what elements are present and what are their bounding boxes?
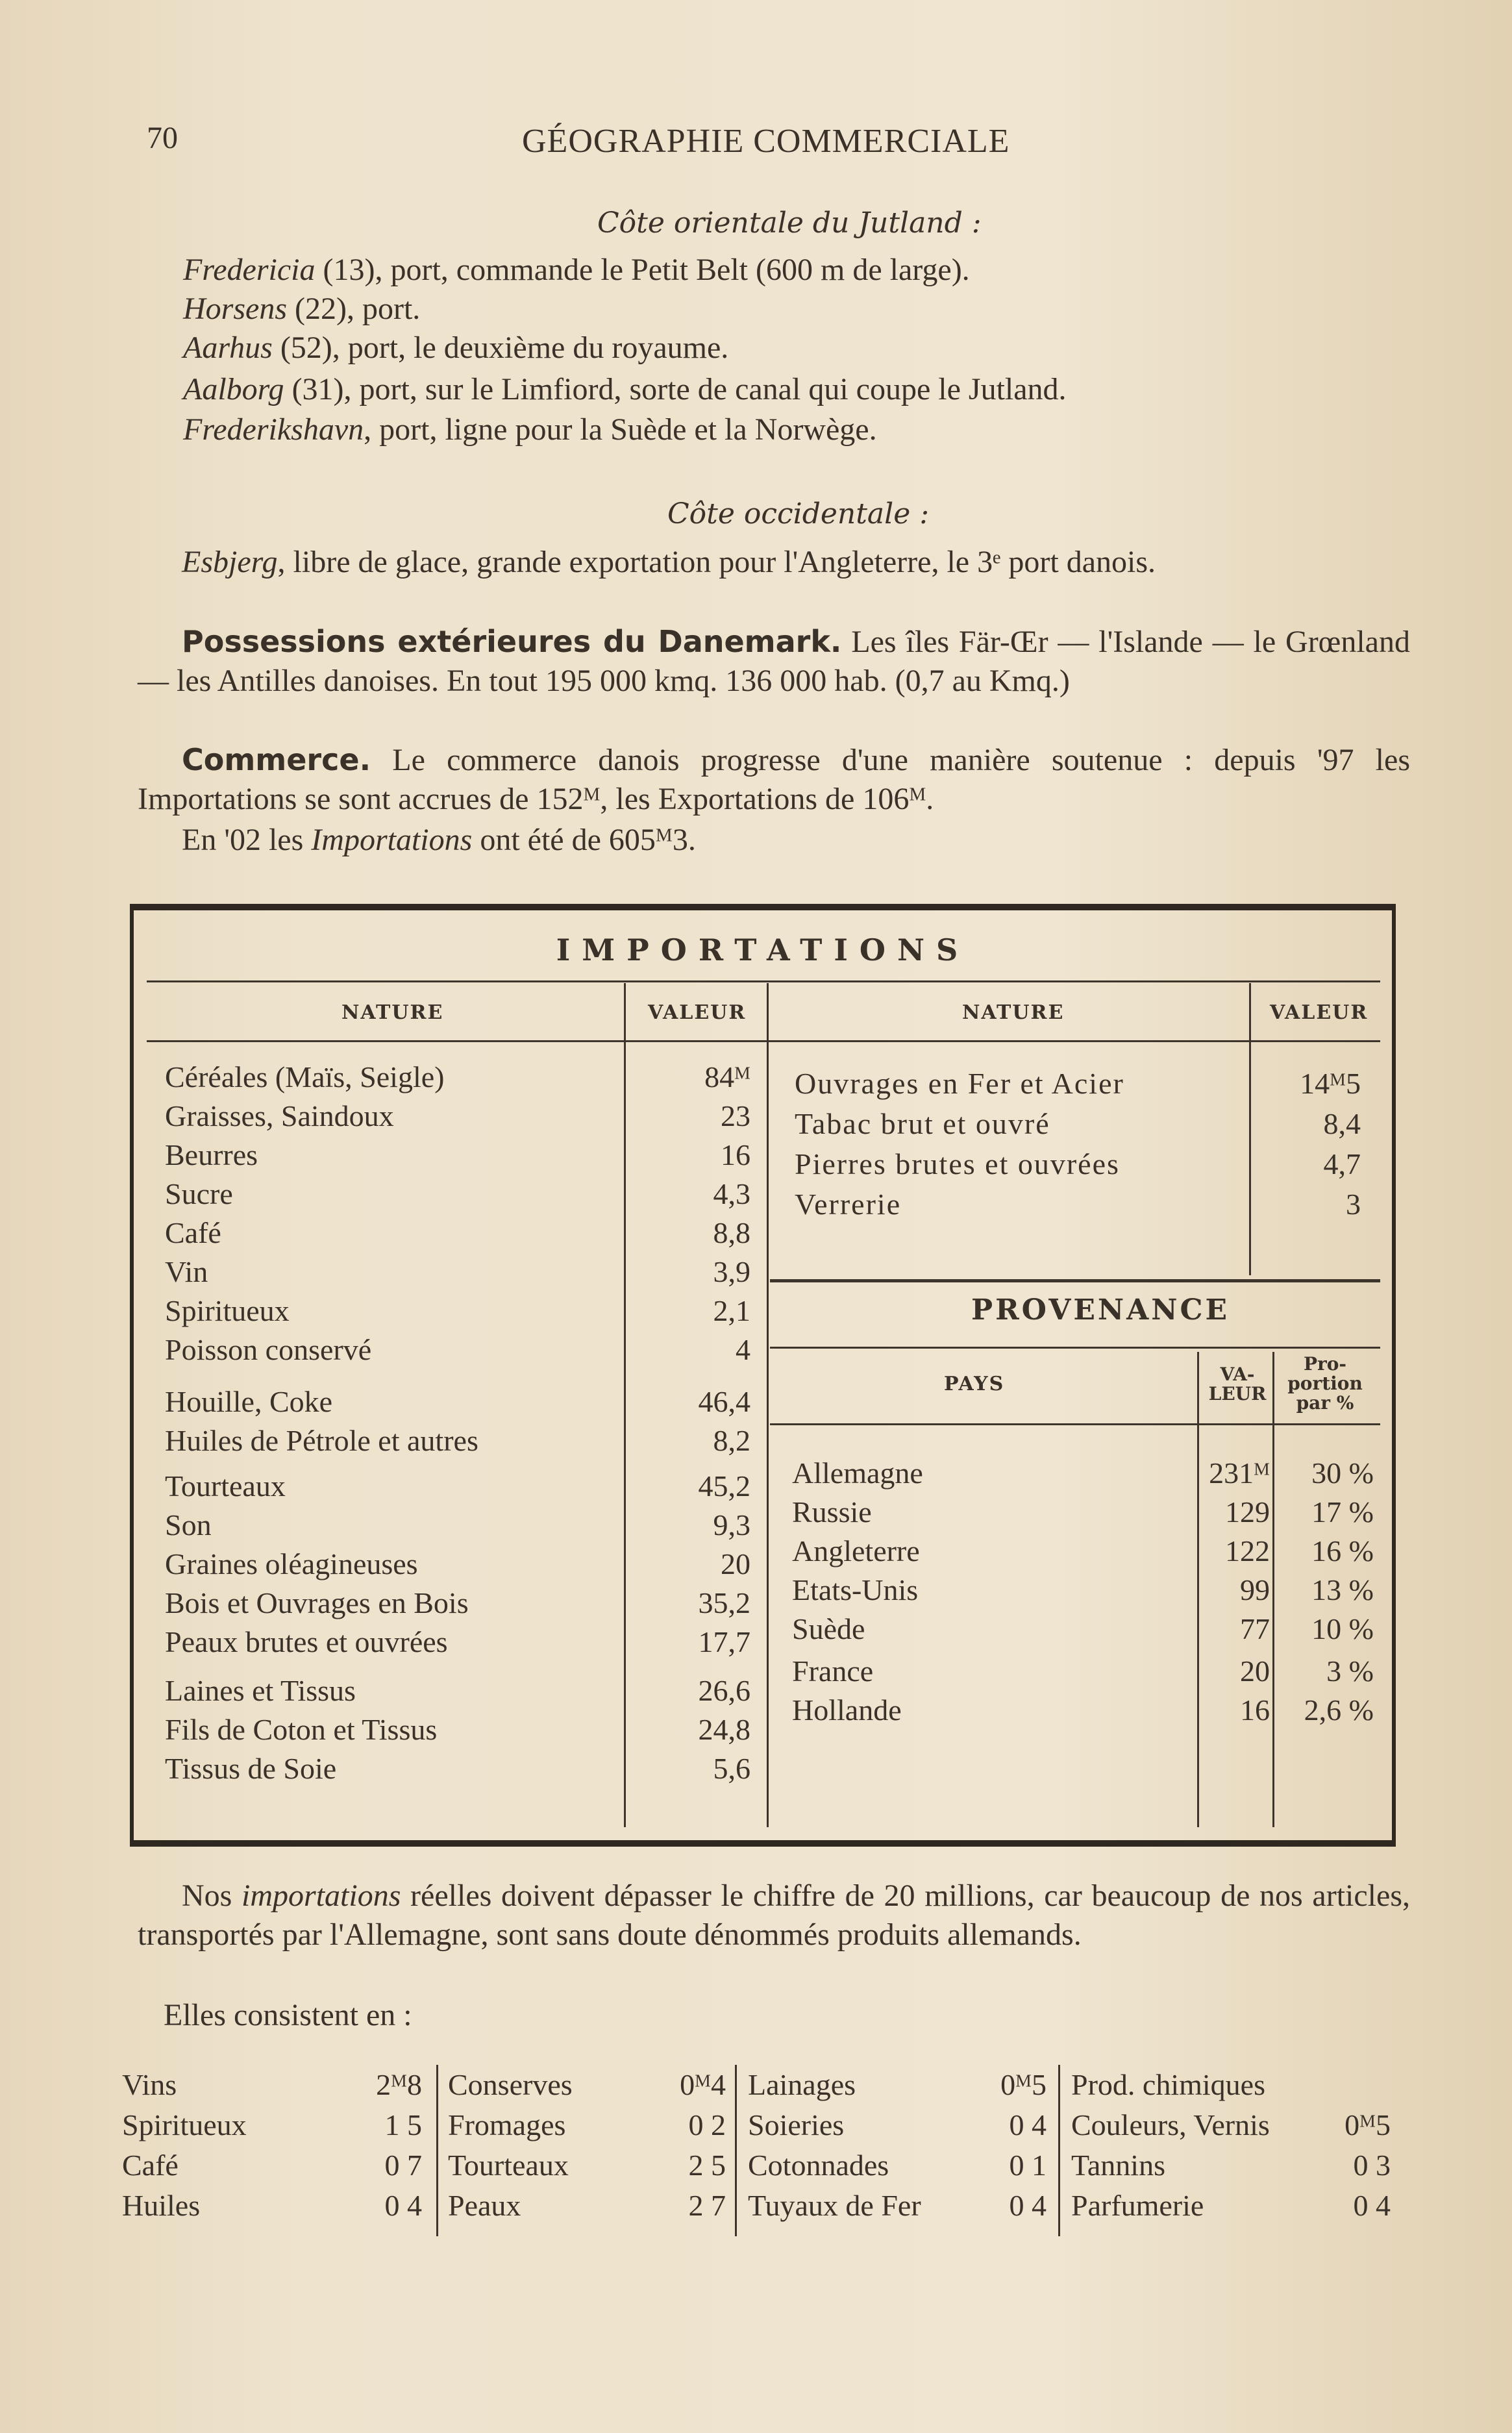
import-valeur: 3,9 [713, 1255, 750, 1288]
page-number: 70 [147, 121, 178, 155]
entry-name: Frederikshavn [183, 412, 364, 447]
consist-item: Cotonnades [748, 2149, 889, 2182]
import-valeur: 46,4 [698, 1385, 750, 1418]
provenance-valeur: 99 [1240, 1573, 1270, 1606]
import-nature-right: Tabac brut et ouvré [795, 1107, 1050, 1140]
consist-value: 0 3 [1353, 2149, 1391, 2182]
import-valeur: 9,3 [713, 1508, 750, 1541]
import-nature: Huiles de Pétrole et autres [165, 1424, 478, 1457]
import-nature: Beurres [165, 1138, 258, 1171]
provenance-proportion: 3 % [1326, 1654, 1374, 1688]
consist-value: 0 4 [384, 2189, 422, 2222]
import-nature: Fils de Coton et Tissus [165, 1713, 438, 1746]
col-prov-proportion: Pro-portion par % [1287, 1353, 1363, 1414]
entry-name: Aalborg [183, 372, 284, 406]
import-valeur-right: 4,7 [1323, 1147, 1361, 1180]
consist-item: Soieries [748, 2108, 845, 2141]
provenance-pays: Angleterre [792, 1534, 920, 1567]
provenance-proportion: 10 % [1311, 1612, 1374, 1645]
import-nature: Sucre [165, 1177, 233, 1210]
entry-horsens [183, 291, 420, 327]
import-nature-right: Ouvrages en Fer et Acier [795, 1067, 1124, 1100]
consist-item: Tuyaux de Fer [748, 2189, 921, 2222]
entry-text: (52), port, le deuxième du royaume. [272, 331, 729, 365]
import-valeur: 4 [736, 1333, 750, 1366]
consist-value: 0 7 [384, 2149, 422, 2182]
import-nature: Spiritueux [165, 1294, 290, 1327]
after-table-paragraph: Nos importations réelles doivent dépasser le chiffre de 20 millions, car beaucoup de nos articles, transportés par l'Allemagne, sont sans doute dénommés produits allemands. [138, 1878, 1410, 1952]
consist-item: Conserves [448, 2068, 573, 2101]
consist-item: Café [122, 2149, 179, 2182]
provenance-pays: Suède [792, 1612, 865, 1645]
import-nature: Graines oléagineuses [165, 1547, 418, 1580]
entry-text: , libre de glace, grande exportation pour l'Angleterre, le 3ᵉ port danois. [277, 545, 1156, 579]
consist-value: 0 1 [1009, 2149, 1047, 2182]
provenance-pays: Hollande [792, 1693, 902, 1727]
commerce-text: Le commerce danois progresse d'une manière soutenue : depuis '97 les Importations se sont accrues de 152ᴹ, les Exportations de 106ᴹ. [138, 743, 1410, 816]
import-nature: Laines et Tissus [165, 1674, 356, 1707]
import-nature: Poisson conservé [165, 1333, 372, 1366]
import-valeur: 5,6 [713, 1752, 750, 1785]
entry-text: (22), port. [287, 292, 421, 326]
entry-text: (31), port, sur le Limfiord, sorte de canal qui coupe le Jutland. [284, 372, 1067, 406]
consist-item: Spiritueux [122, 2108, 247, 2141]
entry-text: , port, ligne pour la Suède et la Norwège. [364, 412, 877, 447]
import-valeur-right: 14ᴹ5 [1300, 1067, 1361, 1100]
entry-name: Aarhus [183, 331, 273, 365]
consist-item: Tourteaux [448, 2149, 569, 2182]
entry-aalborg [183, 371, 1067, 407]
consist-value: 2 7 [688, 2189, 726, 2222]
col-valeur-left: VALEUR [648, 1001, 747, 1024]
import-valeur: 16 [721, 1138, 750, 1171]
consist-item: Prod. chimiques [1071, 2068, 1265, 2101]
import-nature: Peaux brutes et ouvrées [165, 1625, 448, 1658]
entry-fredericia [183, 252, 970, 288]
import-valeur: 17,7 [698, 1625, 750, 1658]
consist-intro: Elles consistent en : [164, 1998, 412, 2032]
provenance-pays: France [792, 1654, 874, 1688]
import-nature: Bois et Ouvrages en Bois [165, 1586, 469, 1619]
col-pays: PAYS [944, 1373, 1005, 1395]
consist-value: 0 4 [1353, 2189, 1391, 2222]
consist-value: 0ᴹ5 [1345, 2108, 1391, 2141]
possessions-paragraph [138, 622, 1410, 701]
consist-value: 0 2 [688, 2108, 726, 2141]
consist-value: 2 5 [688, 2149, 726, 2182]
import-valeur: 84ᴹ [704, 1060, 750, 1093]
col-valeur-right: VALEUR [1270, 1001, 1369, 1024]
possessions-text: Les îles Fär-Œr — l'Islande — le Grœnland — les Antilles danoises. En tout 195 000 kmq. 136 000 hab. (0,7 au Kmq.) [138, 625, 1410, 698]
import-valeur: 23 [721, 1099, 750, 1132]
consist-value: 2ᴹ8 [376, 2068, 422, 2101]
consist-item: Vins [122, 2068, 177, 2101]
entry-name: Horsens [183, 292, 288, 326]
consist-item: Parfumerie [1071, 2189, 1204, 2222]
col-nature-left: NATURE [341, 1001, 444, 1024]
col-prov-valeur: VA-LEUR [1208, 1364, 1267, 1404]
import-valeur: 2,1 [713, 1294, 750, 1327]
commerce-title: Commerce. [182, 742, 371, 777]
import-nature-right: Verrerie [795, 1188, 902, 1221]
provenance-proportion: 17 % [1311, 1495, 1374, 1528]
import-nature: Café [165, 1216, 221, 1249]
import-nature: Céréales (Maïs, Seigle) [165, 1060, 445, 1093]
provenance-valeur: 77 [1240, 1612, 1270, 1645]
provenance-valeur: 16 [1240, 1693, 1270, 1727]
consist-item: Fromages [448, 2108, 566, 2141]
import-valeur-right: 3 [1346, 1188, 1361, 1221]
consist-item: Couleurs, Vernis [1071, 2108, 1270, 2141]
import-valeur: 8,2 [713, 1424, 750, 1457]
entry-name: Esbjerg [182, 545, 278, 579]
import-valeur: 20 [721, 1547, 750, 1580]
table-title: IMPORTATIONS [556, 932, 970, 967]
provenance-proportion: 30 % [1311, 1456, 1374, 1490]
consist-value: 0ᴹ4 [680, 2068, 726, 2101]
import-valeur-right: 8,4 [1323, 1107, 1361, 1140]
import-valeur: 26,6 [698, 1674, 750, 1707]
import-nature-right: Pierres brutes et ouvrées [795, 1147, 1120, 1180]
import-nature: Tissus de Soie [165, 1752, 337, 1785]
consist-value: 1 5 [384, 2108, 422, 2141]
provenance-valeur: 20 [1240, 1654, 1270, 1688]
importations-table [130, 904, 1396, 1847]
entry-esbjerg [138, 543, 1410, 582]
provenance-proportion: 16 % [1311, 1534, 1374, 1567]
provenance-pays: Russie [792, 1495, 872, 1528]
entry-frederikshavn [183, 412, 877, 447]
provenance-proportion: 13 % [1311, 1573, 1374, 1606]
east-coast-heading: Côte orientale du Jutland : [597, 206, 982, 240]
import-valeur: 45,2 [698, 1469, 750, 1503]
consist-item: Tannins [1071, 2149, 1165, 2182]
import-valeur: 24,8 [698, 1713, 750, 1746]
consist-item: Lainages [748, 2068, 856, 2101]
provenance-title: PROVENANCE [971, 1293, 1230, 1327]
running-title: GÉOGRAPHIE COMMERCIALE [522, 123, 1010, 160]
import-valeur: 8,8 [713, 1216, 750, 1249]
entry-text: (13), port, commande le Petit Belt (600 m de large). [315, 253, 970, 287]
import-nature: Tourteaux [165, 1469, 286, 1503]
provenance-proportion: 2,6 % [1304, 1693, 1374, 1727]
col-nature-right: NATURE [962, 1001, 1065, 1024]
consist-item: Huiles [122, 2189, 201, 2222]
import-nature: Son [165, 1508, 212, 1541]
entry-aarhus [183, 330, 728, 366]
possessions-title: Possessions extérieures du Danemark. [182, 624, 842, 659]
import-valeur: 35,2 [698, 1586, 750, 1619]
provenance-valeur: 122 [1225, 1534, 1270, 1567]
provenance-pays: Allemagne [792, 1456, 923, 1490]
consist-value: 0 4 [1009, 2108, 1047, 2141]
consist-item: Peaux [448, 2189, 521, 2222]
commerce-line2: En '02 les Importations ont été de 605ᴹ3. [182, 823, 696, 857]
west-coast-heading: Côte occidentale : [667, 497, 930, 530]
entry-name: Fredericia [183, 253, 316, 287]
import-nature: Graisses, Saindoux [165, 1099, 394, 1132]
provenance-valeur: 231ᴹ [1209, 1456, 1270, 1490]
provenance-pays: Etats-Unis [792, 1573, 919, 1606]
import-valeur: 4,3 [713, 1177, 750, 1210]
consist-value: 0ᴹ5 [1000, 2068, 1047, 2101]
import-nature: Houille, Coke [165, 1385, 333, 1418]
provenance-valeur: 129 [1225, 1495, 1270, 1528]
import-nature: Vin [165, 1255, 208, 1288]
commerce-paragraph [138, 740, 1410, 819]
consist-value: 0 4 [1009, 2189, 1047, 2222]
